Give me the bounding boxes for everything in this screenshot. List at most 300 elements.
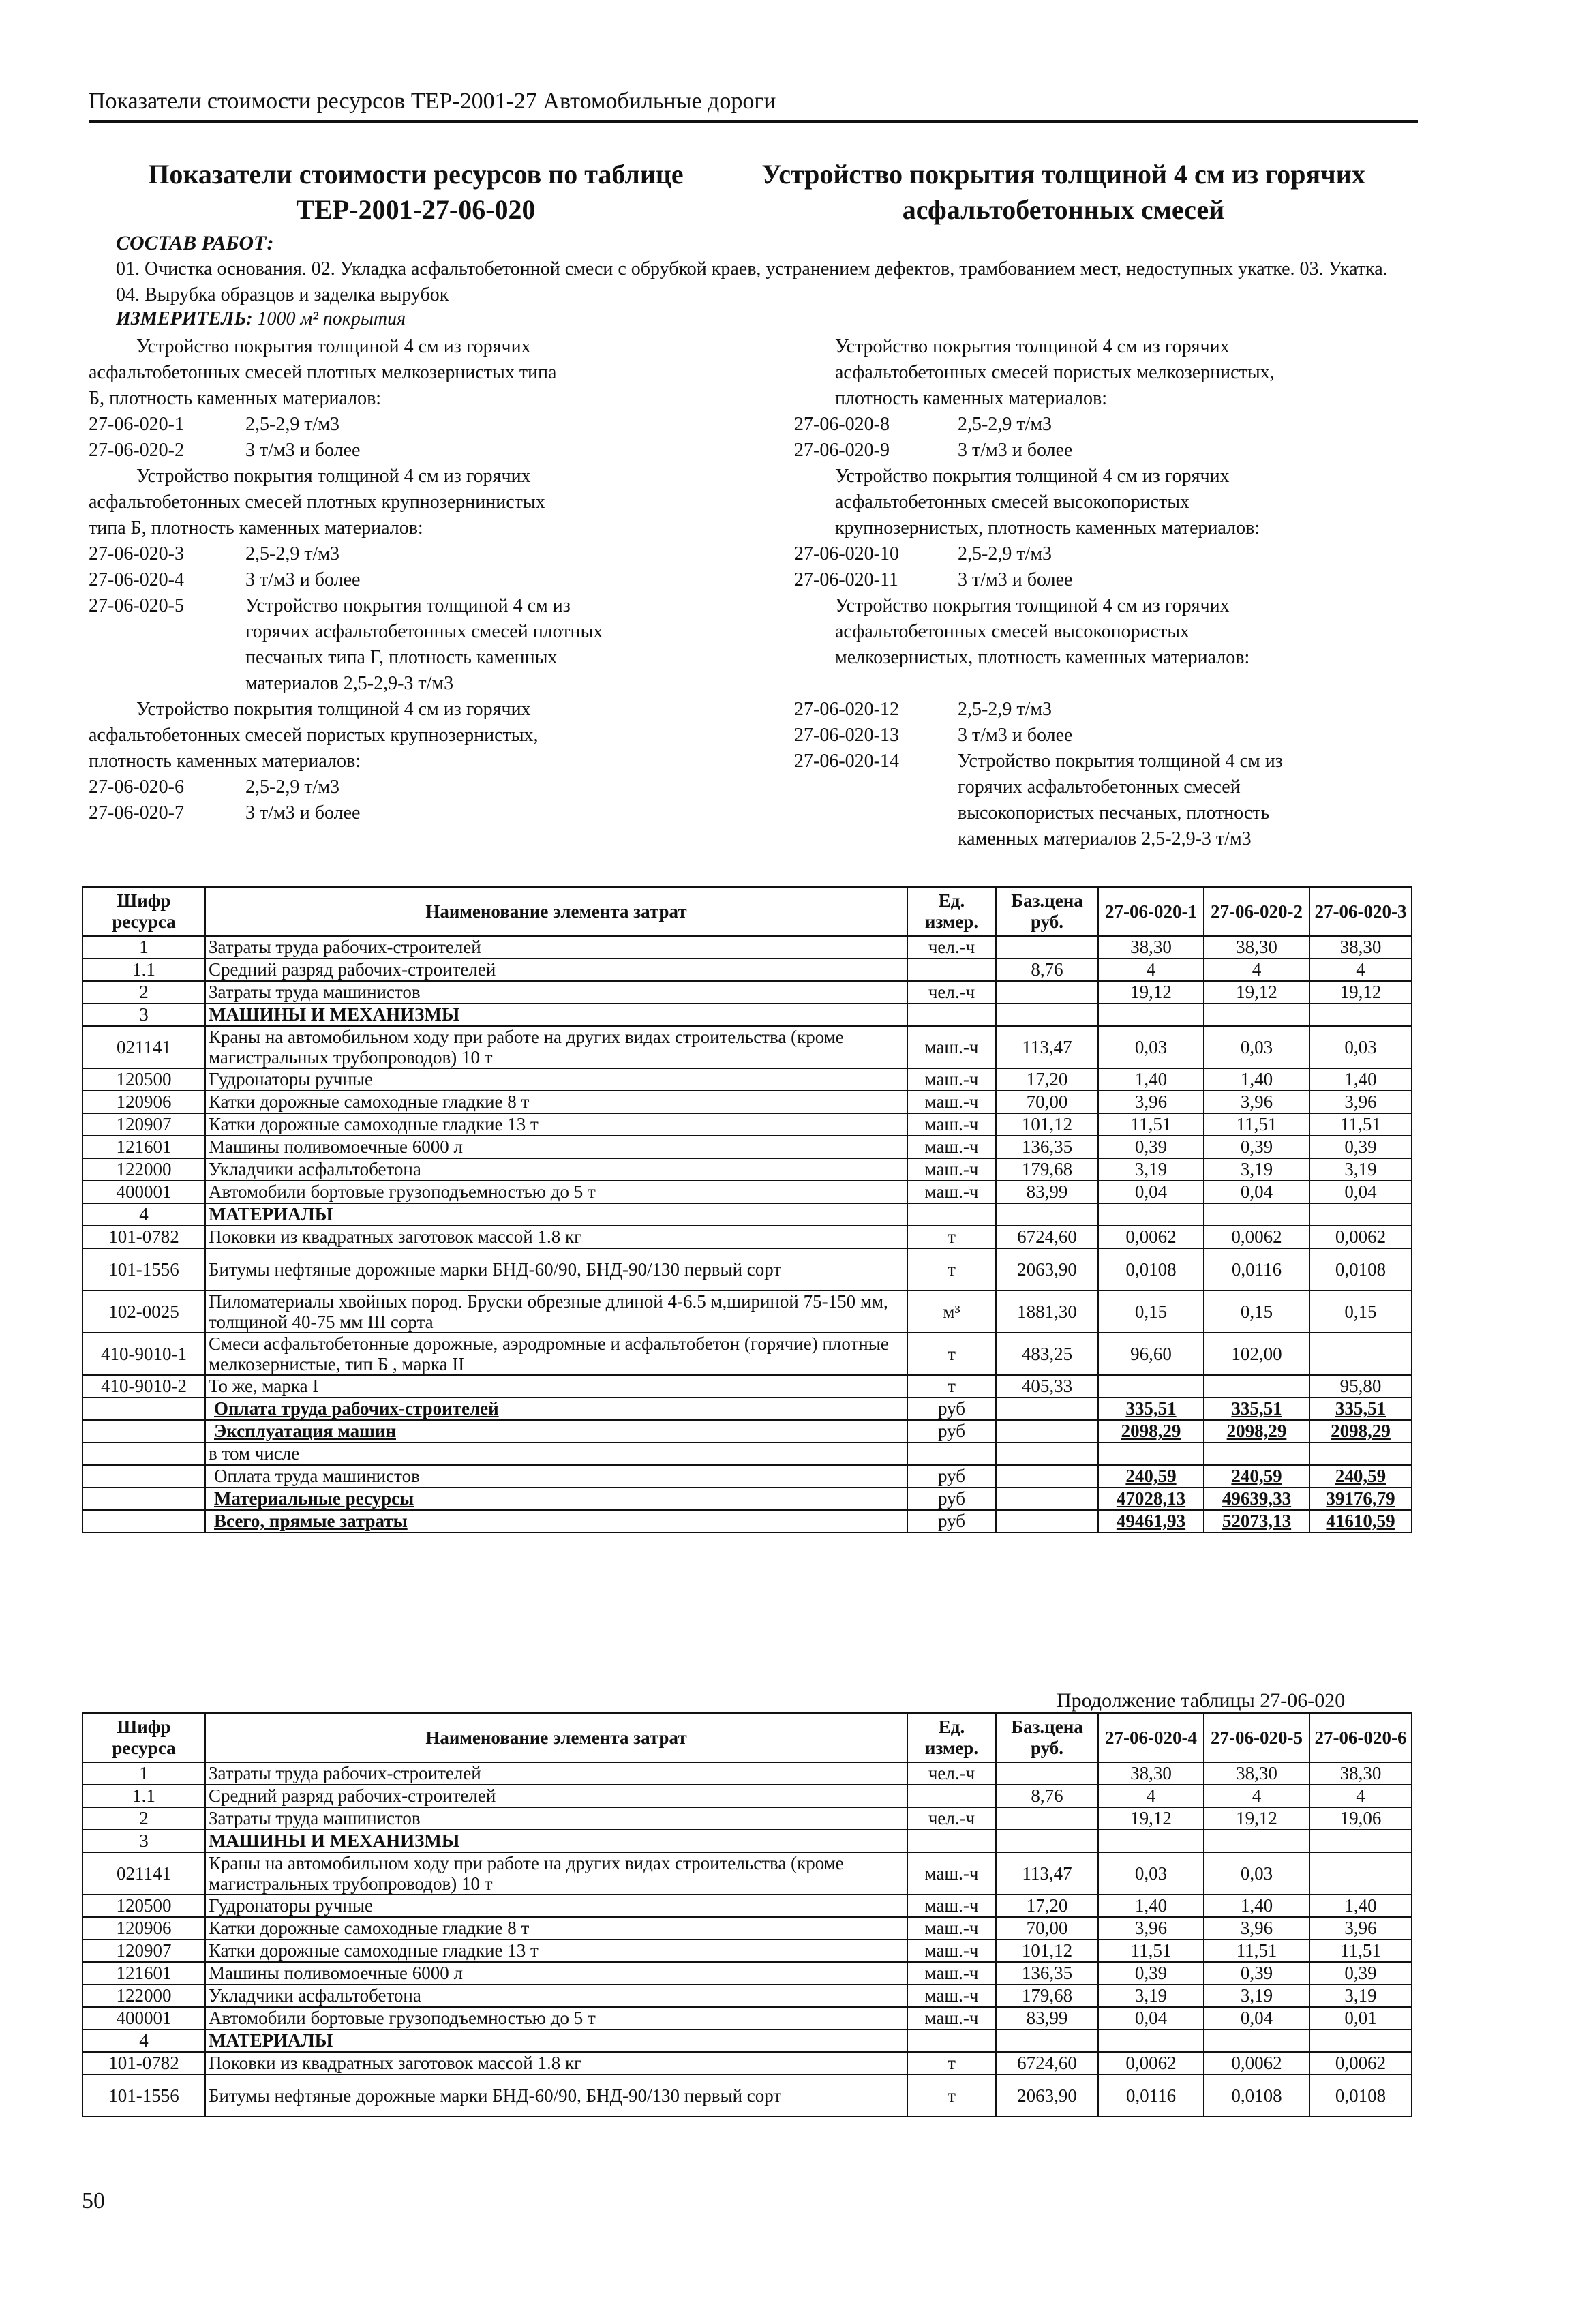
table-row: [82, 1465, 1412, 1488]
cell-value-3: 4: [1309, 959, 1412, 981]
cell-price: [996, 1510, 1098, 1533]
cell-name: Поковки из квадратных заготовок массой 1.8 кг: [205, 2052, 907, 2074]
cell-value-1: 49461,93: [1098, 1510, 1204, 1533]
cell-unit: руб: [907, 1488, 996, 1510]
cell-value-2: 38,30: [1204, 1762, 1309, 1785]
table-row: [82, 1333, 1412, 1375]
cell-value-1: 0,39: [1098, 1962, 1204, 1985]
cell-price: 8,76: [996, 959, 1098, 981]
left-g3-text-1: Устройство покрытия толщиной 4 см из: [245, 595, 571, 616]
cell-name: Затраты труда рабочих-строителей: [205, 936, 907, 959]
cell-unit: [907, 1785, 996, 1807]
cell-value-3: 38,30: [1309, 936, 1412, 959]
cell-value-2: 3,19: [1204, 1985, 1309, 2007]
cell-code: 3: [82, 1003, 205, 1026]
cell-code: 1: [82, 936, 205, 959]
cell-unit: [907, 2029, 996, 2052]
cell-price: 17,20: [996, 1895, 1098, 1917]
left-g1-title-2: асфальтобетонных смесей плотных мелкозернистых типа: [89, 362, 557, 383]
cell-value-1: [1098, 1203, 1204, 1226]
cell-value-2: [1204, 1375, 1309, 1398]
left-g1-val-2: 3 т/м3 и более: [245, 440, 361, 461]
cell-price: 136,35: [996, 1136, 1098, 1158]
header-price: Баз.цена руб.: [996, 1713, 1098, 1762]
cell-code: 1: [82, 1762, 205, 1785]
cell-value-1: 0,0062: [1098, 1226, 1204, 1248]
cell-value-3: 1,40: [1309, 1895, 1412, 1917]
cell-unit: чел.-ч: [907, 936, 996, 959]
cell-value-2: 0,0116: [1204, 1248, 1309, 1291]
cell-price: [996, 1003, 1098, 1026]
cell-code: [82, 1420, 205, 1443]
cell-price: [996, 1465, 1098, 1488]
cell-price: 70,00: [996, 1917, 1098, 1940]
cell-name: МАШИНЫ И МЕХАНИЗМЫ: [205, 1830, 907, 1852]
meter-label: ИЗМЕРИТЕЛЬ:: [116, 308, 253, 329]
cell-value-1: [1098, 1443, 1204, 1465]
left-g4-title-1: Устройство покрытия толщиной 4 см из горячих: [136, 699, 531, 720]
table-title: Показатели стоимости ресурсов по таблице ТЕР-2001-27-06-020: [148, 159, 684, 225]
cell-name: Укладчики асфальтобетона: [205, 1985, 907, 2007]
cell-price: [996, 1488, 1098, 1510]
table-row: [82, 1420, 1412, 1443]
right-g2-title-2: асфальтобетонных смесей высокопористых: [835, 492, 1190, 513]
right-g2-val-2: 3 т/м3 и более: [958, 569, 1073, 590]
table-row: [82, 1398, 1412, 1420]
cell-code: 122000: [82, 1158, 205, 1181]
right-g1-title-1: Устройство покрытия толщиной 4 см из горячих: [835, 336, 1230, 357]
cell-value-3: [1309, 1333, 1412, 1375]
cell-name: Битумы нефтяные дорожные марки БНД-60/90, БНД-90/130 первый сорт: [205, 2074, 907, 2117]
right-g1-val-2: 3 т/м3 и более: [958, 440, 1073, 461]
cell-value-3: 0,04: [1309, 1181, 1412, 1203]
left-g4-code-2: 27-06-020-7: [89, 802, 184, 824]
table-row: [82, 1181, 1412, 1203]
cell-price: 2063,90: [996, 2074, 1098, 2117]
cell-name: Средний разряд рабочих-строителей: [205, 1785, 907, 1807]
cell-value-3: 11,51: [1309, 1113, 1412, 1136]
left-g3-text-2: горячих асфальтобетонных смесей плотных: [245, 621, 603, 642]
cell-value-2: [1204, 2029, 1309, 2052]
right-g2-code-1: 27-06-020-10: [794, 543, 899, 564]
table-row: [82, 1203, 1412, 1226]
cell-unit: маш.-ч: [907, 1091, 996, 1113]
cell-code: 102-0025: [82, 1291, 205, 1333]
right-g3-val-2: 3 т/м3 и более: [958, 725, 1073, 746]
cell-unit: руб: [907, 1398, 996, 1420]
cell-code: 120907: [82, 1113, 205, 1136]
cell-code: 120906: [82, 1917, 205, 1940]
right-g3-title-2: асфальтобетонных смесей высокопористых: [835, 621, 1190, 642]
cell-code: 120500: [82, 1068, 205, 1091]
cell-unit: маш.-ч: [907, 1962, 996, 1985]
cell-value-1: 3,19: [1098, 1985, 1204, 2007]
cell-unit: т: [907, 1248, 996, 1291]
cell-price: 179,68: [996, 1158, 1098, 1181]
cell-price: 1881,30: [996, 1291, 1098, 1333]
right-g2-code-2: 27-06-020-11: [794, 569, 898, 590]
left-g3-code: 27-06-020-5: [89, 595, 184, 616]
cell-name: Затраты труда рабочих-строителей: [205, 1762, 907, 1785]
meter-line: [116, 308, 406, 330]
right-g3-code-2: 27-06-020-13: [794, 725, 899, 746]
cell-name: Укладчики асфальтобетона: [205, 1158, 907, 1181]
cell-code: [82, 1488, 205, 1510]
right-g4-code: 27-06-020-14: [794, 751, 899, 772]
cell-value-3: 0,39: [1309, 1962, 1412, 1985]
cell-value-1: 38,30: [1098, 936, 1204, 959]
table-row: [82, 1917, 1412, 1940]
cell-name: Всего, прямые затраты: [205, 1510, 907, 1533]
cell-value-3: 3,19: [1309, 1158, 1412, 1181]
left-g1-title-1: Устройство покрытия толщиной 4 см из горячих: [136, 336, 531, 357]
cell-price: 6724,60: [996, 2052, 1098, 2074]
left-g4-title-2: асфальтобетонных смесей пористых крупнозернистых,: [89, 725, 539, 746]
cell-name: Поковки из квадратных заготовок массой 1.8 кг: [205, 1226, 907, 1248]
table-row: [82, 981, 1412, 1003]
cell-unit: маш.-ч: [907, 1113, 996, 1136]
cell-value-2: 1,40: [1204, 1895, 1309, 1917]
cell-unit: [907, 1203, 996, 1226]
left-g2-title-2: асфальтобетонных смесей плотных крупнозернинистых: [89, 492, 545, 513]
cell-value-2: 0,39: [1204, 1962, 1309, 1985]
cell-price: [996, 1420, 1098, 1443]
header-col-1: 27-06-020-4: [1098, 1713, 1204, 1762]
cell-value-1: 2098,29: [1098, 1420, 1204, 1443]
cell-unit: маш.-ч: [907, 1136, 996, 1158]
cell-value-3: 19,12: [1309, 981, 1412, 1003]
cell-value-2: 0,0062: [1204, 2052, 1309, 2074]
resource-table-2: [82, 1712, 1412, 2117]
cell-value-2: 49639,33: [1204, 1488, 1309, 1510]
cell-value-3: 0,39: [1309, 1136, 1412, 1158]
cell-name: Катки дорожные самоходные гладкие 13 т: [205, 1113, 907, 1136]
cell-name: Затраты труда машинистов: [205, 981, 907, 1003]
right-g1-code-1: 27-06-020-8: [794, 414, 890, 435]
table-row: [82, 936, 1412, 959]
cell-name: Пиломатериалы хвойных пород. Бруски обрезные длиной 4-6.5 м,шириной 75-150 мм, толщиной 40-75 мм III сорта: [205, 1291, 907, 1333]
cell-name: Катки дорожные самоходные гладкие 8 т: [205, 1917, 907, 1940]
cell-value-1: 0,04: [1098, 1181, 1204, 1203]
cell-value-3: 0,0062: [1309, 1226, 1412, 1248]
cell-name: Автомобили бортовые грузоподъемностью до 5 т: [205, 1181, 907, 1203]
header-name: Наименование элемента затрат: [205, 887, 907, 936]
cell-name: Катки дорожные самоходные гладкие 13 т: [205, 1940, 907, 1962]
cell-unit: маш.-ч: [907, 1852, 996, 1895]
cell-value-1: 19,12: [1098, 1807, 1204, 1830]
cell-value-3: 39176,79: [1309, 1488, 1412, 1510]
continuation-note: Продолжение таблицы 27-06-020: [1057, 1689, 1346, 1712]
cell-value-3: [1309, 1003, 1412, 1026]
table-row: [82, 1785, 1412, 1807]
cell-code: 120906: [82, 1091, 205, 1113]
cell-price: [996, 936, 1098, 959]
cell-value-1: 3,96: [1098, 1091, 1204, 1113]
cell-value-2: 38,30: [1204, 936, 1309, 959]
cell-price: [996, 2029, 1098, 2052]
table-row: [82, 2029, 1412, 2052]
cell-value-2: 11,51: [1204, 1113, 1309, 1136]
cell-code: [82, 1465, 205, 1488]
cell-value-2: 0,15: [1204, 1291, 1309, 1333]
meter-value: 1000 м² покрытия: [257, 308, 406, 329]
cell-value-2: 0,39: [1204, 1136, 1309, 1158]
table-row: [82, 2007, 1412, 2029]
cell-unit: маш.-ч: [907, 1068, 996, 1091]
cell-value-1: 0,0062: [1098, 2052, 1204, 2074]
cell-value-2: 4: [1204, 959, 1309, 981]
right-g2-val-1: 2,5-2,9 т/м3: [958, 543, 1052, 564]
cell-value-3: 0,01: [1309, 2007, 1412, 2029]
cell-price: 113,47: [996, 1852, 1098, 1895]
table-row: [82, 1291, 1412, 1333]
cell-value-1: 0,0116: [1098, 2074, 1204, 2117]
cell-value-1: 47028,13: [1098, 1488, 1204, 1510]
table-row: [82, 1852, 1412, 1895]
cell-unit: маш.-ч: [907, 2007, 996, 2029]
cell-value-1: [1098, 2029, 1204, 2052]
right-g2-title-3: крупнозернистых, плотность каменных материалов:: [835, 517, 1260, 539]
cell-unit: м³: [907, 1291, 996, 1333]
cell-value-1: 0,0108: [1098, 1248, 1204, 1291]
right-g1-title-3: плотность каменных материалов:: [835, 388, 1107, 409]
cell-unit: маш.-ч: [907, 1181, 996, 1203]
cell-code: 121601: [82, 1136, 205, 1158]
cell-code: [82, 1443, 205, 1465]
table-row: [82, 1068, 1412, 1091]
cell-name: Оплата труда рабочих-строителей: [205, 1398, 907, 1420]
cell-price: 113,47: [996, 1026, 1098, 1068]
cell-unit: [907, 1830, 996, 1852]
cell-code: 2: [82, 981, 205, 1003]
table-row: [82, 2052, 1412, 2074]
cell-price: [996, 1203, 1098, 1226]
right-g3-val-1: 2,5-2,9 т/м3: [958, 699, 1052, 720]
cell-price: [996, 1443, 1098, 1465]
cell-name: Краны на автомобильном ходу при работе на других видах строительства (кроме магистральных трубопроводов) 10 т: [205, 1026, 907, 1068]
cell-value-2: 0,03: [1204, 1026, 1309, 1068]
cell-value-1: 38,30: [1098, 1762, 1204, 1785]
cell-price: 179,68: [996, 1985, 1098, 2007]
cell-value-3: 2098,29: [1309, 1420, 1412, 1443]
cell-price: 70,00: [996, 1091, 1098, 1113]
right-g4-text-1: Устройство покрытия толщиной 4 см из: [958, 751, 1283, 772]
cell-price: 6724,60: [996, 1226, 1098, 1248]
table-row: [82, 1962, 1412, 1985]
cell-value-3: [1309, 2029, 1412, 2052]
cell-unit: [907, 1443, 996, 1465]
cell-value-2: 0,03: [1204, 1852, 1309, 1895]
cell-value-3: 3,96: [1309, 1917, 1412, 1940]
composition-text: 01. Очистка основания. 02. Укладка асфальтобетонной смеси с обрубкой краев, устранением дефектов, трамбованием мест, недоступных укатке. 03. Укатка. 04. Вырубка образцов и заделка вырубок: [116, 258, 1388, 305]
cell-value-3: 1,40: [1309, 1068, 1412, 1091]
table-row: [82, 2074, 1412, 2117]
cell-unit: т: [907, 1333, 996, 1375]
cell-value-1: 1,40: [1098, 1068, 1204, 1091]
table-row: [82, 1136, 1412, 1158]
cell-value-1: 4: [1098, 959, 1204, 981]
left-g1-val-1: 2,5-2,9 т/м3: [245, 414, 340, 435]
table-row: [82, 1830, 1412, 1852]
left-g2-title-3: типа Б, плотность каменных материалов:: [89, 517, 423, 539]
cell-unit: маш.-ч: [907, 1985, 996, 2007]
left-g1-title-3: Б, плотность каменных материалов:: [89, 388, 382, 409]
cell-value-1: 0,03: [1098, 1852, 1204, 1895]
cell-value-2: 4: [1204, 1785, 1309, 1807]
cell-code: 122000: [82, 1985, 205, 2007]
cell-value-1: 1,40: [1098, 1895, 1204, 1917]
table-row: [82, 1895, 1412, 1917]
cell-value-3: 11,51: [1309, 1940, 1412, 1962]
cell-value-3: 4: [1309, 1785, 1412, 1807]
cell-unit: т: [907, 1375, 996, 1398]
header-col-3: 27-06-020-6: [1309, 1713, 1412, 1762]
cell-name: Битумы нефтяные дорожные марки БНД-60/90, БНД-90/130 первый сорт: [205, 1248, 907, 1291]
right-g2-title-1: Устройство покрытия толщиной 4 см из горячих: [835, 466, 1230, 487]
header-col-2: 27-06-020-2: [1204, 887, 1309, 936]
cell-unit: руб: [907, 1465, 996, 1488]
cell-price: [996, 1398, 1098, 1420]
running-header: Показатели стоимости ресурсов ТЕР-2001-27 Автомобильные дороги: [89, 89, 776, 114]
cell-price: [996, 1830, 1098, 1852]
table-row: [82, 1762, 1412, 1785]
cell-value-2: 19,12: [1204, 981, 1309, 1003]
table-row: [82, 1113, 1412, 1136]
cell-value-1: 96,60: [1098, 1333, 1204, 1375]
cell-name: в том числе: [205, 1443, 907, 1465]
cell-value-3: 0,03: [1309, 1026, 1412, 1068]
cell-value-1: 240,59: [1098, 1465, 1204, 1488]
cell-value-3: [1309, 1830, 1412, 1852]
cell-value-2: 2098,29: [1204, 1420, 1309, 1443]
table-row: [82, 1940, 1412, 1962]
header-col-1: 27-06-020-1: [1098, 887, 1204, 936]
cell-value-3: 38,30: [1309, 1762, 1412, 1785]
left-g2-code-1: 27-06-020-3: [89, 543, 184, 564]
header-rule: [89, 120, 1418, 123]
cell-code: 4: [82, 2029, 205, 2052]
cell-name: Гудронаторы ручные: [205, 1895, 907, 1917]
cell-unit: чел.-ч: [907, 1762, 996, 1785]
cell-price: 405,33: [996, 1375, 1098, 1398]
cell-price: 2063,90: [996, 1248, 1098, 1291]
cell-value-1: 0,03: [1098, 1026, 1204, 1068]
section-title: Устройство покрытия толщиной 4 см из горячих асфальтобетонных смесей: [761, 159, 1365, 225]
cell-unit: руб: [907, 1420, 996, 1443]
cell-unit: чел.-ч: [907, 981, 996, 1003]
cell-code: 101-0782: [82, 2052, 205, 2074]
cell-value-3: 19,06: [1309, 1807, 1412, 1830]
cell-value-2: [1204, 1003, 1309, 1026]
cell-value-1: 4: [1098, 1785, 1204, 1807]
right-g3-title-1: Устройство покрытия толщиной 4 см из горячих: [835, 595, 1230, 616]
table-row: [82, 1003, 1412, 1026]
right-g4-text-2: горячих асфальтобетонных смесей: [958, 776, 1241, 798]
table-row: [82, 1091, 1412, 1113]
cell-price: 83,99: [996, 1181, 1098, 1203]
cell-value-3: 240,59: [1309, 1465, 1412, 1488]
cell-unit: т: [907, 2074, 996, 2117]
left-g2-val-2: 3 т/м3 и более: [245, 569, 361, 590]
right-column: [794, 334, 1421, 852]
cell-price: 17,20: [996, 1068, 1098, 1091]
right-g4-text-3: высокопористых песчаных, плотность: [958, 802, 1270, 824]
cell-value-2: 3,96: [1204, 1091, 1309, 1113]
header-unit: Ед. измер.: [907, 887, 996, 936]
cell-name: Машины поливомоечные 6000 л: [205, 1962, 907, 1985]
header-price: Баз.цена руб.: [996, 887, 1098, 936]
composition-label: СОСТАВ РАБОТ:: [116, 232, 274, 254]
table-row: [82, 1510, 1412, 1533]
right-g1-val-1: 2,5-2,9 т/м3: [958, 414, 1052, 435]
cell-unit: руб: [907, 1510, 996, 1533]
left-g2-val-1: 2,5-2,9 т/м3: [245, 543, 340, 564]
cell-code: 2: [82, 1807, 205, 1830]
cell-code: 3: [82, 1830, 205, 1852]
cell-value-1: 11,51: [1098, 1940, 1204, 1962]
cell-name: Гудронаторы ручные: [205, 1068, 907, 1091]
cell-price: 101,12: [996, 1940, 1098, 1962]
table-row: [82, 959, 1412, 981]
header-code: Шифр ресурса: [82, 1713, 205, 1762]
table-row: [82, 1158, 1412, 1181]
header-unit: Ед. измер.: [907, 1713, 996, 1762]
cell-price: 136,35: [996, 1962, 1098, 1985]
cell-value-2: [1204, 1203, 1309, 1226]
cell-code: 101-0782: [82, 1226, 205, 1248]
cell-value-1: [1098, 1375, 1204, 1398]
table-row: [82, 1985, 1412, 2007]
header-col-3: 27-06-020-3: [1309, 887, 1412, 936]
cell-value-1: [1098, 1830, 1204, 1852]
cell-value-2: 52073,13: [1204, 1510, 1309, 1533]
right-g3-code-1: 27-06-020-12: [794, 699, 899, 720]
cell-unit: маш.-ч: [907, 1917, 996, 1940]
cell-name: Затраты труда машинистов: [205, 1807, 907, 1830]
cell-name: Краны на автомобильном ходу при работе на других видах строительства (кроме магистральных трубопроводов) 10 т: [205, 1852, 907, 1895]
cell-name: Катки дорожные самоходные гладкие 8 т: [205, 1091, 907, 1113]
cell-value-3: 95,80: [1309, 1375, 1412, 1398]
cell-price: 101,12: [996, 1113, 1098, 1136]
cell-unit: чел.-ч: [907, 1807, 996, 1830]
cell-name: Смеси асфальтобетонные дорожные, аэродромные и асфальтобетон (горячие) плотные мелкозернистые, тип Б , марка II: [205, 1333, 907, 1375]
left-g4-title-3: плотность каменных материалов:: [89, 751, 361, 772]
right-g1-code-2: 27-06-020-9: [794, 440, 890, 461]
cell-value-2: 3,19: [1204, 1158, 1309, 1181]
cell-price: [996, 1807, 1098, 1830]
cell-code: 021141: [82, 1852, 205, 1895]
cell-code: 120500: [82, 1895, 205, 1917]
cell-name: МАТЕРИАЛЫ: [205, 2029, 907, 2052]
cell-code: 410-9010-1: [82, 1333, 205, 1375]
cell-price: [996, 1762, 1098, 1785]
cell-value-2: 19,12: [1204, 1807, 1309, 1830]
left-g1-code-2: 27-06-020-2: [89, 440, 184, 461]
cell-name: МАШИНЫ И МЕХАНИЗМЫ: [205, 1003, 907, 1026]
cell-code: 410-9010-2: [82, 1375, 205, 1398]
cell-value-2: 3,96: [1204, 1917, 1309, 1940]
cell-unit: [907, 1003, 996, 1026]
cell-value-1: 11,51: [1098, 1113, 1204, 1136]
left-g2-code-2: 27-06-020-4: [89, 569, 184, 590]
cell-unit: т: [907, 1226, 996, 1248]
cell-code: 101-1556: [82, 2074, 205, 2117]
cell-value-2: 102,00: [1204, 1333, 1309, 1375]
cell-name: Средний разряд рабочих-строителей: [205, 959, 907, 981]
cell-price: 483,25: [996, 1333, 1098, 1375]
left-g4-val-2: 3 т/м3 и более: [245, 802, 361, 824]
header-col-2: 27-06-020-5: [1204, 1713, 1309, 1762]
